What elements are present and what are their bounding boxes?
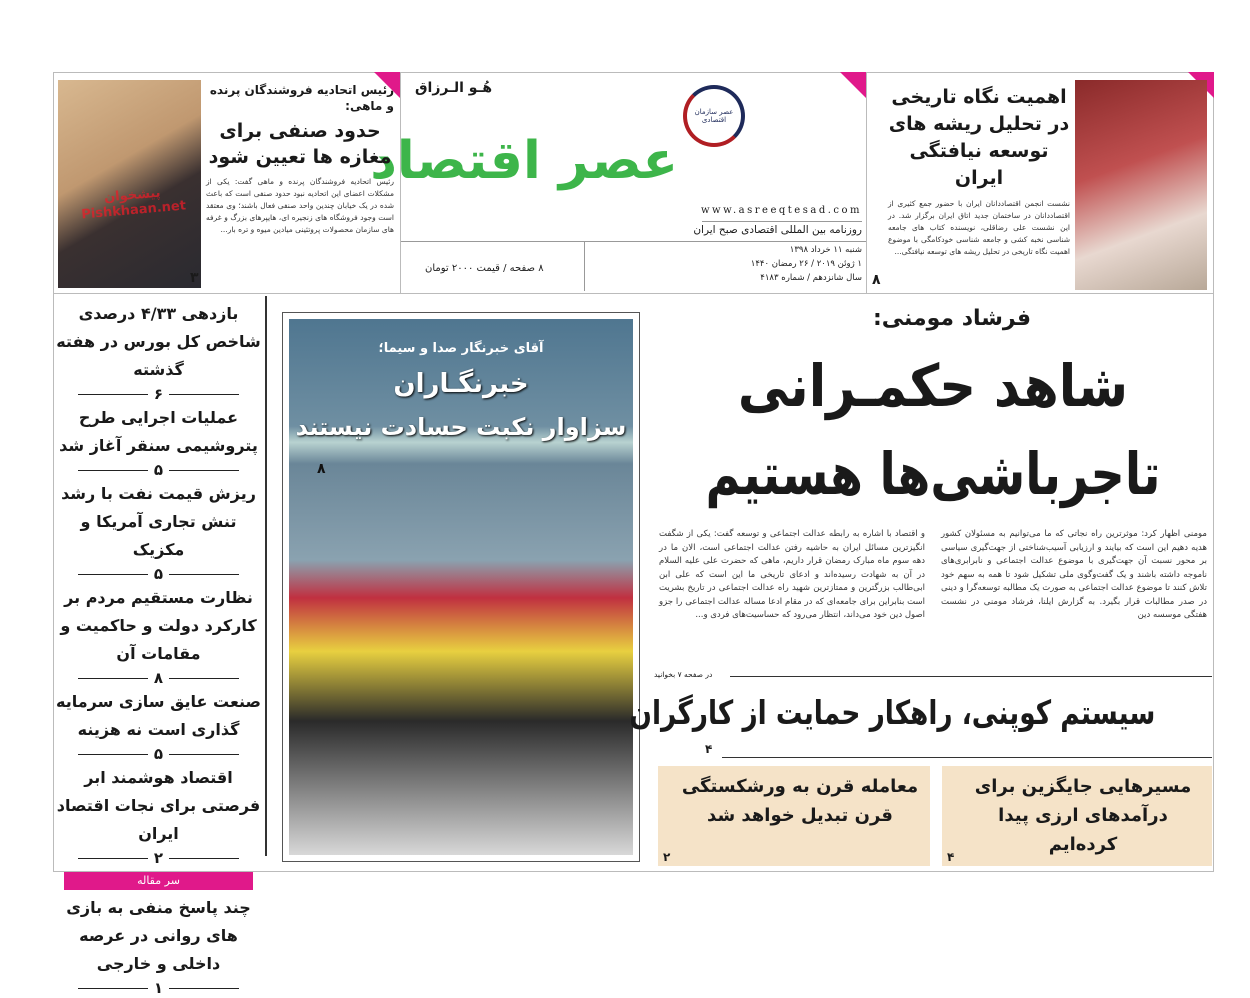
motto: هُـو الـرزاق (415, 80, 493, 96)
photo-story-headline: خبرنگـاران (393, 369, 529, 399)
sidebar-divider (265, 296, 267, 856)
rule (78, 754, 148, 755)
bottom-box-right[interactable] (942, 766, 1212, 866)
rule (169, 678, 239, 679)
issue-number: سال شانزدهم / شماره ۴۱۸۳ (760, 273, 862, 283)
page-number: ۴ (947, 850, 955, 864)
date-persian: شنبه ۱۱ خرداد ۱۳۹۸ (789, 245, 862, 255)
rule (722, 757, 1212, 758)
photo-story[interactable] (282, 312, 640, 862)
logo-area (370, 73, 866, 293)
sidebar-headline: بازدهی ۴/۳۳ درصدی شاخص کل بورس در هفته گذشته (56, 304, 261, 379)
rule (169, 574, 239, 575)
page-number: ۸ (872, 272, 881, 288)
photo-story-headline: سزاوار نکبت حسادت نیستند (295, 413, 627, 441)
bottom-box-left[interactable] (658, 766, 930, 866)
page-number: ۵ (153, 565, 164, 583)
rule (584, 241, 585, 291)
rule (78, 678, 148, 679)
sidebar-headline-item[interactable] (56, 300, 261, 404)
website[interactable]: www.asreeqtesad.com (701, 205, 862, 216)
sidebar-headline-item[interactable] (56, 480, 261, 584)
lead-headline-box (655, 434, 1211, 514)
sidebar-headline: ریزش قیمت نفت با رشد تنش تجاری آمریکا و مکزیک (61, 484, 256, 559)
left-story-text (206, 82, 394, 236)
left-story-kicker: رئیس اتحادیه فروشندگان پرنده و ماهی: (209, 83, 394, 113)
divider (866, 72, 867, 294)
second-headline: سیستم کوپنی، راهکار حمایت از کارگران (629, 693, 1156, 732)
left-story[interactable] (56, 78, 398, 290)
page-number: ۱ (153, 979, 164, 997)
portrait-photo (1075, 80, 1207, 290)
right-story-text (888, 84, 1070, 258)
rule (78, 574, 148, 575)
page-number: ۸ (317, 461, 326, 477)
lead-headline: شاهد حکمـرانی (737, 352, 1129, 420)
sidebar (56, 300, 261, 998)
second-headline-box[interactable] (629, 688, 1211, 738)
tagline: روزنامه بین المللی اقتصادی صبح ایران (693, 224, 862, 236)
page-number: ۲ (663, 850, 671, 864)
box-headline: معامله قرن به ورشکستگی قرن تبدیل خواهد شد (681, 776, 919, 826)
editorial-item[interactable] (56, 894, 261, 998)
rule (78, 394, 148, 395)
newspaper-logo: عصر اقتصاد (370, 131, 678, 191)
lead-headline-box (655, 346, 1211, 426)
emblem (683, 85, 745, 147)
rule (78, 988, 148, 989)
page-number: ۵ (153, 745, 164, 763)
rule (730, 676, 1212, 677)
page-number: ۴ (705, 742, 713, 756)
price: ۸ صفحه / قیمت ۲۰۰۰ تومان (425, 263, 544, 274)
rule (169, 394, 239, 395)
left-story-body: رئیس اتحادیه فروشندگان پرنده و ماهی گفت: یکی از مشکلات اعضای این اتحادیه نبود حدود صنفی است که باعث شده در یک خیابان چندین واحد صنفی فعال باشند؛ وی معتقد است وجود فروشگاه های زنجیره ای، هایپرهای بزرگ و غرفه های سازمان محصولات پروتئینی میادین میوه و تره بار... (206, 177, 394, 234)
sidebar-headline-item[interactable] (56, 404, 261, 480)
page-number: ۵ (153, 461, 164, 479)
emblem-text: عصر سازمان اقتصادی (694, 108, 734, 124)
rule (78, 470, 148, 471)
right-story-body: نشست انجمن اقتصاددانان ایران با حضور جمع کثیری از اقتصاددانان در ساختمان جدید اتاق ایران برگزار شد. در این نشست علی رضاقلی، نویسنده کتاب های جامعه شناسی نخبه کشی و جامعه شناسی خودکامگی با موضوع اهمیت نگاه تاریخی در تحلیل ریشه های توسعه نیافتگی... (888, 199, 1070, 256)
rule (702, 221, 862, 222)
continued-link[interactable]: در صفحه ۷ بخوانید (654, 670, 713, 679)
left-story-headline: حدود صنفی برای مغازه ها تعیین شود (208, 120, 392, 168)
sidebar-headline: عملیات اجرایی طرح پتروشیمی سنقر آغاز شد (59, 408, 258, 455)
page-number: ۶ (153, 385, 164, 403)
page-number: ۲ (153, 849, 164, 867)
editorial-label: سر مقاله (64, 872, 253, 890)
lead-kicker: فرشاد مومنی: (872, 306, 1031, 331)
rule (78, 858, 148, 859)
right-story-headline: اهمیت نگاه تاریخی در تحلیل ریشه های توسعه نیافتگی ایران (888, 86, 1070, 189)
press-microphones-photo (289, 319, 633, 855)
editorial-title: چند پاسخ منفی به بازی های روانی در عرصه داخلی و خارجی (66, 898, 251, 973)
right-story[interactable] (870, 80, 1210, 290)
page-number: ۸ (153, 669, 164, 687)
date-other: ۱ ژوئن ۲۰۱۹ / ۲۶ رمضان ۱۴۴۰ (750, 259, 862, 269)
sidebar-headline-item[interactable] (56, 584, 261, 688)
rule (169, 754, 239, 755)
sidebar-headline: صنعت عایق سازی سرمایه گذاری است نه هزینه (56, 692, 261, 739)
lead-body-col2: و اقتصاد با اشاره به رابطه عدالت اجتماعی و توسعه گفت: یکی از شگفت انگیزترین مسائل ایران به حاشیه رفتن عدالت اجتماعی است، الان ما در دهه سوم ماه مبارک رمضان قرار داریم، ماهی که حضرت علی علیه السلام در آن به شهادت رسیده‌اند و ادعای تاریخی ما این است که علی ابن ابی‌طالب بزرگترین و ممتازترین شهید راه عدالت اجتماعی در تاریخ بشریت است بنابراین برای جامعه‌ای که در مقام ادعا مساله عدالت اجتماعی را جزو اصول دین خود می‌داند، انتظار می‌رود که حساسیت‌های فردی و... (659, 529, 925, 620)
lead-headline: تاجرباشی‌ها هستیم (705, 440, 1161, 508)
rule (401, 241, 866, 242)
page-number: ۳ (190, 270, 199, 286)
sidebar-headline-item[interactable] (56, 688, 261, 764)
watermark: پیشخوان Pishkhaan.net (80, 185, 187, 223)
rule (169, 858, 239, 859)
lead-body-col1: مومنی اظهار کرد: موثرترین راه نجاتی که ما می‌توانیم به مسئولان کشور هدیه دهیم این است که بیایند و ارزیابی آسیب‌شناختی از جهت‌گیری سیاسی بر محور نسبت آن جهت‌گیری با موضوع عدالت اجتماعی و نابرابری‌های ناموجه داشته باشند و یک گفت‌وگوی ملی تشکیل شود تا همه به سهم خود تلاش کنند تا موضوع عدالت اجتماعی به صورت یک مطالبه توسعه‌گرا و دینی در صدر مطالبات قرار بگیرد. به گزارش ایلنا، فرشاد مومنی در نشست هفتگی موسسه دین (941, 529, 1207, 620)
lead-story[interactable] (655, 300, 1211, 668)
sidebar-headline: اقتصاد هوشمند ابر فرصتی برای نجات اقتصاد ایران (56, 768, 261, 843)
sidebar-headline: نظارت مستقیم مردم بر کارکرد دولت و حاکمیت و مقامات آن (60, 588, 257, 663)
rule (169, 988, 239, 989)
box-headline: مسیرهایی جایگزین برای درآمدهای ارزی پیدا کرده‌ایم (974, 776, 1192, 855)
sidebar-headline-item[interactable] (56, 764, 261, 868)
photo-story-kicker: آقای خبرنگار صدا و سیما؛ (378, 341, 544, 356)
rule (169, 470, 239, 471)
